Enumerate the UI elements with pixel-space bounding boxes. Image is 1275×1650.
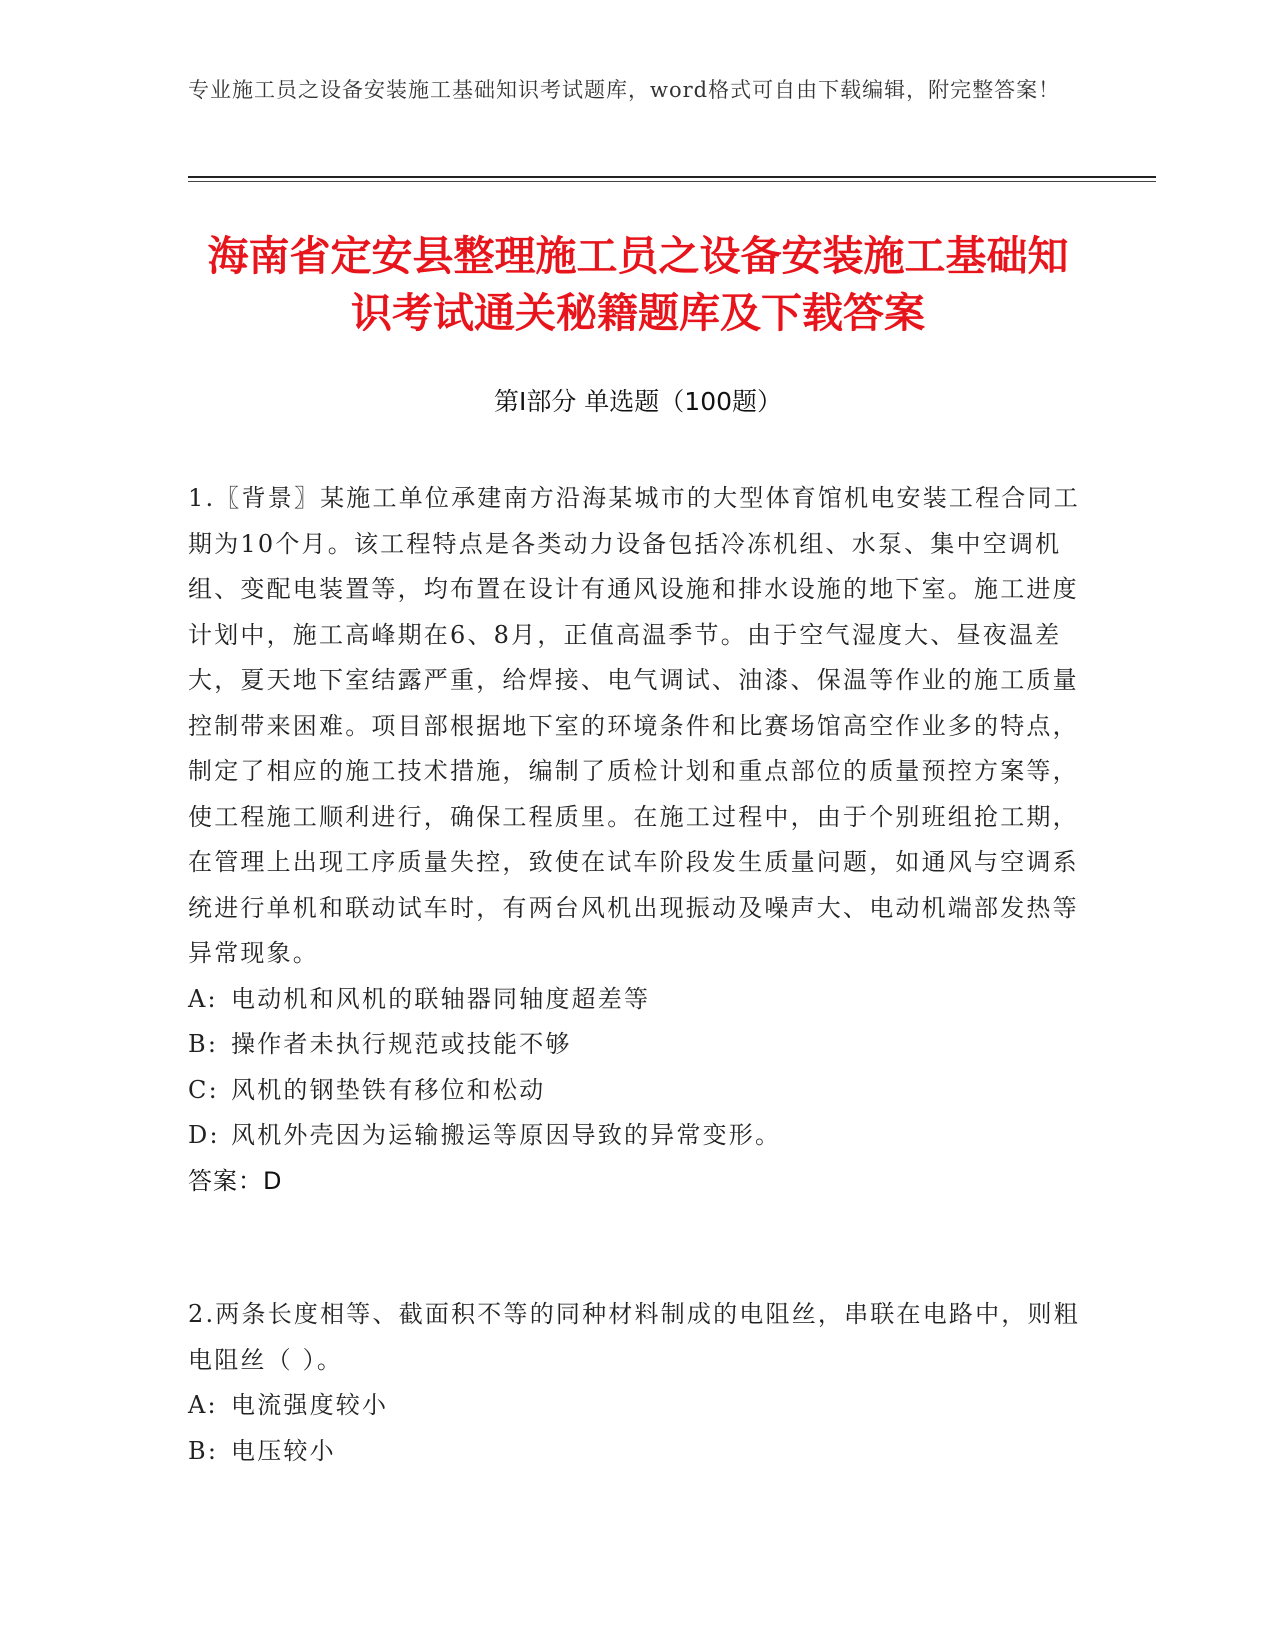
section-title: 第Ⅰ部分 单选题（100题） [493,387,783,416]
question-2-option-a [188,1383,1088,1429]
question-1-stem: 1.〖背景〗某施工单位承建南方沿海某城市的大型体育馆机电安装工程合同工期为10个月。该工程特点是各类动力设备包括冷冻机组、水泵、集中空调机组、变配电装置等，均布置在设计有通风设施和排水设施的地下室。施工进度计划中，施工高峰期在6、8月，正值高温季节。由于空气湿度大、昼夜温差大，夏天地下室结露严重，给焊接、电气调试、油漆、保温等作业的施工质量控制带来困难。项目部根据地下室的环境条件和比赛场馆高空作业多的特点，制定了相应的施工技术措施，编制了质检计划和重点部位的质量预控方案等，使工程施工顺利进行，确保工程质里。在施工过程中，由于个别班组抢工期，在管理上出现工序质量失控，致使在试车阶段发生质量问题，如通风与空调系统进行单机和联动试车时，有两台风机出现振动及噪声大、电动机端部发热等异常现象。 [188,484,1080,967]
option-letter: D: [188,1121,220,1149]
document-title: 海南省定安县整理施工员之设备安装施工基础知识考试通关秘籍题库及下载答案 [207,232,1069,337]
question-1-option-a [188,977,1088,1023]
option-letter: B: [188,1436,219,1465]
option-text: 风机外壳因为运输搬运等原因导致的异常变形。 [231,1121,782,1149]
option-text: 电压较小 [231,1436,336,1465]
option-letter: C: [188,1075,219,1104]
option-text: 风机的钢垫铁有移位和松动 [231,1075,546,1104]
header-divider-thin [188,181,1156,182]
question-2-option-b [188,1429,1088,1475]
option-text: 操作者未执行规范或技能不够 [231,1030,572,1058]
header-divider-thick [188,176,1156,178]
question-1-option-b [188,1022,1088,1068]
question-1-option-c [188,1068,1088,1114]
option-letter: B: [188,1030,219,1058]
question-2 [188,1292,1088,1474]
header-note: 专业施工员之设备安装施工基础知识考试题库，word格式可自由下载编辑，附完整答案！ [188,78,1061,102]
option-text: 电动机和风机的联轴器同轴度超差等 [231,984,651,1013]
question-1 [188,476,1088,1204]
option-letter: A: [188,984,218,1013]
question-2-stem: 2.两条长度相等、截面积不等的同种材料制成的电阻丝，串联在电路中，则粗电阻丝（ ）。 [188,1300,1080,1374]
option-letter: A: [188,1391,218,1419]
question-1-answer: 答案：D [188,1166,283,1195]
option-text: 电流强度较小 [231,1391,389,1419]
question-1-option-d [188,1113,1088,1159]
